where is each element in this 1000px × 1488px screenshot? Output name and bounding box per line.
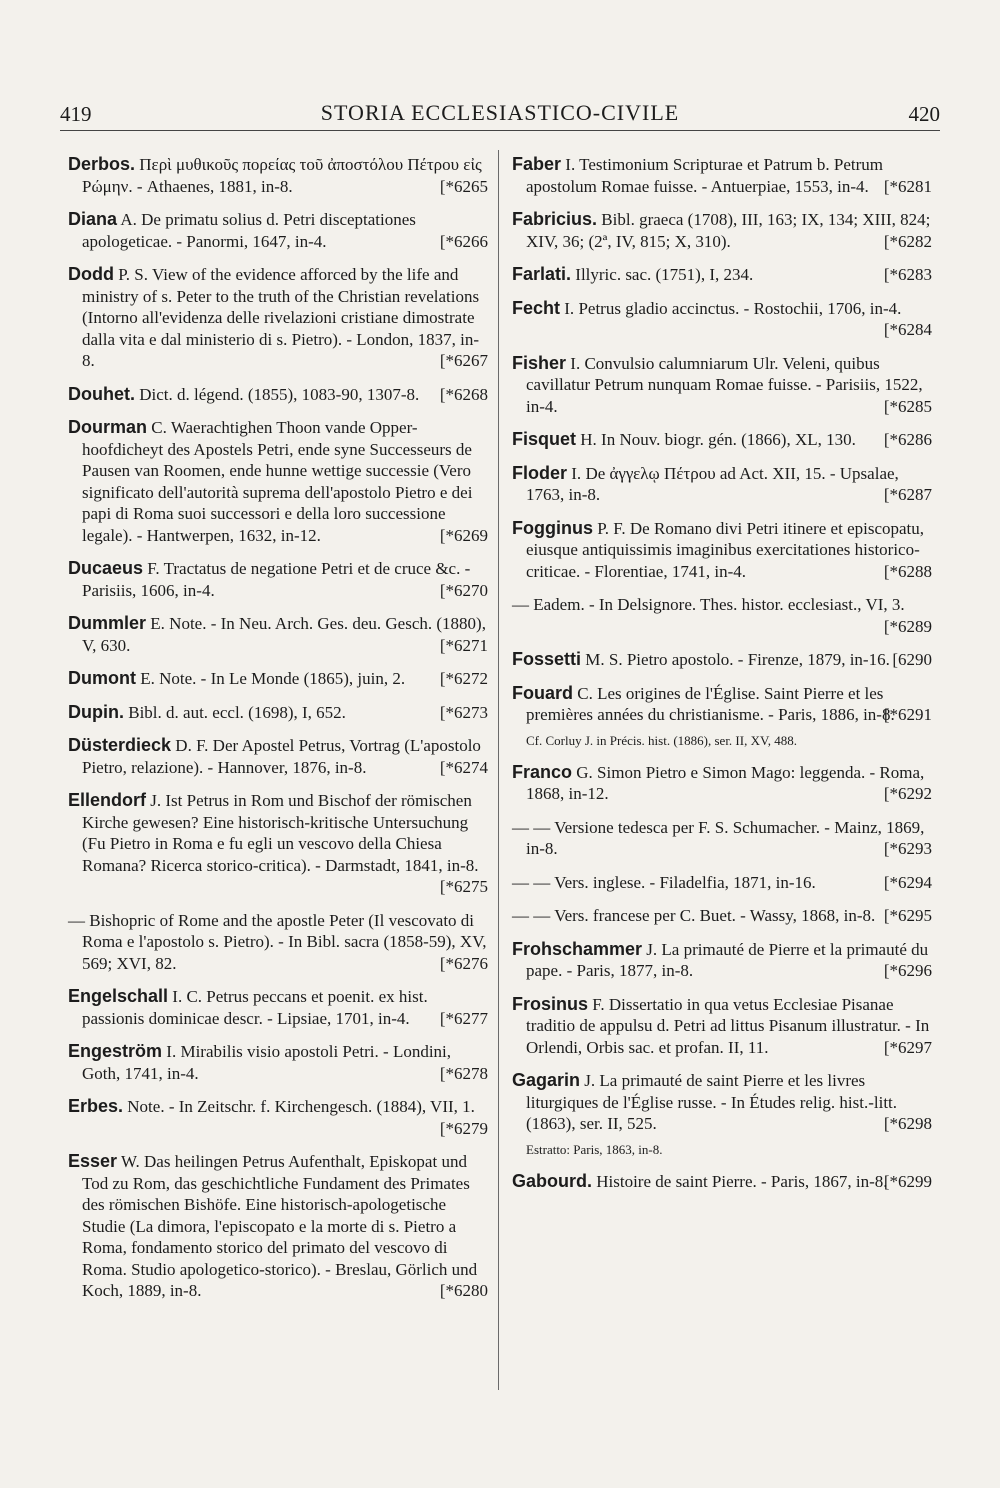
left-column [68, 154, 488, 1314]
entry-reference-number: [*6291 [883, 705, 932, 724]
entry-reference-number: [*6278 [439, 1063, 488, 1083]
entry-reference-number: [*6297 [883, 1037, 932, 1057]
bibliography-entry [512, 872, 932, 894]
page-number-left: 419 [60, 102, 92, 126]
entry-reference-number: [*6281 [883, 176, 932, 196]
entry-reference-number: [*6270 [439, 580, 488, 600]
entry-text: Illyric. sac. (1751), I, 234. [575, 265, 754, 284]
entry-reference-number: [*6279 [439, 1118, 488, 1138]
entry-author: Derbos. [68, 154, 136, 174]
entry-text: Mirabilis visio apostoli Petri. - Londini, Goth, 1741, in-4. [82, 1042, 452, 1083]
entry-initials: J. [584, 1071, 596, 1090]
entry-reference-number: [*6267 [439, 351, 488, 370]
entry-reference-number: [*6292 [883, 784, 932, 803]
bibliography-entry [68, 1041, 488, 1084]
right-column [512, 154, 932, 1204]
bibliography-entry [512, 817, 932, 860]
entry-text: In Nouv. biogr. gén. (1866), XL, 130. [601, 430, 856, 449]
bibliography-entry [68, 1096, 488, 1139]
bibliography-entry [512, 463, 932, 506]
entry-initials: C. [577, 683, 593, 703]
entry-author: Engeström [68, 1041, 163, 1061]
bibliography-entry [512, 1070, 932, 1135]
entry-author: Diana [68, 209, 118, 229]
entry-author: Douhet. [68, 383, 135, 404]
entry-note: Cf. Corluy J. in Précis. hist. (1886), ser. II, XV, 488. [526, 732, 797, 748]
bibliography-entry [68, 558, 488, 601]
entry-text: Note. - In Zeitschr. f. Kirchengesch. (1884), VII, 1. [127, 1097, 475, 1116]
bibliography-entry [512, 209, 932, 252]
entry-text: Dissertatio in qua vetus Ecclesiae Pisanae traditio de appulsu d. Petri ad littus Pisanum illustratur. - In Orlendi, Orbis sac. et profan. II, 11. [526, 994, 930, 1057]
bibliography-entry [512, 154, 932, 197]
bibliography-entry [68, 735, 488, 778]
entry-reference-number: [*6296 [883, 961, 932, 980]
entry-initials: J. [150, 791, 162, 810]
bibliography-entry [68, 613, 488, 656]
entry-reference-number: [*6275 [439, 877, 488, 896]
entry-initials: D. F. [175, 736, 209, 755]
bibliography-entry [68, 910, 488, 975]
entry-initials: I. [564, 298, 575, 318]
entry-text: Note. - In Neu. Arch. Ges. deu. Gesch. (1880), V, 630. [82, 614, 486, 655]
entry-author: Dodd [68, 264, 114, 284]
entry-reference-number: [6290 [892, 650, 932, 669]
entry-text: Note. - In Le Monde (1865), juin, 2. [159, 669, 406, 688]
bibliography-entry [68, 1151, 488, 1302]
entry-text: — Bishopric of Rome and the apostle Peter (Il vescovato di Roma e l'apostolo s. Pietro). - In Bibl. sacra (1858-59), XV, 569; XVI, 82. [68, 910, 487, 973]
entry-text: Der Apostel Petrus, Vortrag (L'apostolo Pietro, relazione). - Hannover, 1876, in-8. [82, 736, 481, 777]
entry-text: De Romano divi Petri itinere et episcopatu, eiusque antiquissimis imaginibus exercitationes historico-criticae. - Florentiae, 1741, in-4. [526, 518, 925, 581]
entry-initials: I. C. [172, 987, 203, 1006]
entry-text: Περὶ μυθικοῦς πορείας τοῦ ἀποστόλου Πέτρου εἰς Ρώμην. - Athaenes, 1881, in-8. [82, 155, 482, 196]
entry-reference-number: [*6298 [883, 1114, 932, 1133]
bibliography-entry [512, 353, 932, 418]
entry-author: Fisquet [512, 429, 577, 449]
entry-author: Dourman [68, 417, 148, 437]
entry-author: Fecht [512, 297, 561, 318]
header-rule [60, 130, 940, 131]
entry-reference-number: [*6266 [439, 231, 488, 251]
entry-author: Engelschall [68, 986, 169, 1006]
entry-initials: H. [580, 430, 597, 449]
bibliography-entry [512, 264, 932, 286]
entry-initials: E. [140, 669, 155, 688]
entry-author: Fouard [512, 682, 573, 703]
entry-author: Floder [512, 462, 568, 483]
entry-reference-number: [*6283 [883, 265, 932, 284]
entry-text: Dict. d. légend. (1855), 1083-90, 1307-8. [139, 384, 420, 404]
entry-initials: P. F. [597, 518, 626, 538]
bibliography-entry [512, 762, 932, 805]
entry-initials: A. [120, 210, 137, 229]
entry-reference-number: [*6274 [439, 757, 488, 777]
entry-initials: I. [565, 155, 576, 174]
entry-initials: J. [646, 939, 658, 959]
entry-text: Bibl. graeca (1708), III, 163; IX, 134; XIII, 824; XIV, 36; (2ª, IV, 815; X, 310). [526, 210, 931, 251]
bibliography-entry [512, 683, 932, 726]
entry-reference-number: [*6272 [439, 669, 488, 688]
bibliography-entry [68, 702, 488, 724]
entry-text: De primatu solius d. Petri disceptationes apologeticae. - Panormi, 1647, in-4. [82, 210, 416, 251]
entry-text: Convulsio calumniarum Ulr. Veleni, quibus cavillatur Petrum nunquam Romae fuisse. - Parisiis, 1522, in-4. [526, 353, 923, 416]
bibliography-entry [68, 790, 488, 898]
entry-text: View of the evidence afforced by the life and ministry of s. Peter to the truth of the Christian revelations (Intorno all'evidenza delle rivelazioni cristiane dimostrate dalla vita e dal ministerio di s. Pietro). - London, 1837, in-8. [82, 265, 480, 370]
entry-author: Dumont [68, 668, 136, 688]
entry-text: — Eadem. - In Delsignore. Thes. histor. ecclesiast., VI, 3. [512, 595, 905, 614]
entry-reference-number: [*6287 [883, 485, 932, 504]
entry-text: — — Versione tedesca per F. S. Schumacher. - Mainz, 1869, in-8. [512, 817, 925, 858]
entry-text: De ἀγγελῳ Πέτρου ad Act. XII, 15. - Upsalae, 1763, in-8. [526, 463, 899, 504]
entry-reference-number: [*6282 [883, 231, 932, 251]
entry-reference-number: [*6276 [439, 953, 488, 973]
entry-text: Bibl. d. aut. eccl. (1698), I, 652. [128, 702, 346, 722]
entry-author: Frosinus [512, 993, 589, 1014]
entry-initials: I. [166, 1042, 177, 1061]
entry-initials: E. [150, 614, 165, 633]
entry-text: Petrus peccans et poenit. ex hist. passionis dominicae descr. - Lipsiae, 1701, in-4. [82, 987, 428, 1028]
bibliography-entry [68, 986, 488, 1029]
entry-text: Ist Petrus in Rom und Bischof der römischen Kirche gewesen? Eine historisch-kritische Untersuchung (Fu Pietro in Roma e fu egli un vescovo della Chiesa Romana? Ricerca storico-critica). - Darmstadt, 1841, in-8. [82, 791, 479, 875]
entry-reference-number: [*6271 [439, 635, 488, 655]
bibliography-entry [512, 594, 932, 637]
entry-author: Gabourd. [512, 1170, 592, 1191]
entry-reference-number: [*6286 [883, 430, 932, 449]
entry-initials: I. [570, 353, 581, 373]
column-divider [498, 150, 499, 1390]
entry-initials: M. [585, 650, 605, 669]
entry-reference-number: [*6288 [883, 561, 932, 581]
entry-author: Dupin. [68, 701, 124, 722]
entry-text: Testimonium Scripturae et Patrum b. Petrum apostolum Romae fuisse. - Antuerpiae, 1553, in-4. [526, 155, 883, 196]
entry-initials: F. [147, 559, 160, 578]
entry-text: Waerachtighen Thoon vande Opper-hoofdicheyt des Apostels Petri, ende syne Successeurs de Pausen van Roomen, ende hunne wettige successie (Vero significato dell'autorità suprema dell'apostolo Pietro e dei papi di Roma suoi successori e della loro successione legale). - Hantwerpen, 1632, in-12. [82, 418, 473, 545]
entry-text: La primauté de Pierre et la primauté du pape. - Paris, 1877, in-8. [526, 939, 929, 980]
bibliography-entry [512, 518, 932, 583]
entry-initials: P. S. [118, 265, 149, 284]
bibliography-entry [68, 209, 488, 252]
entry-text: Das heilingen Petrus Aufenthalt, Episkopat und Tod zu Rom, das geschichtliche Fundament des Primates des römischen Bishöfe. Eine historisch-apologetische Studie (La dimora, l'episcopato e la morte di s. Pietro a Roma, fondamento storico del primato del vescovo di Roma. Studio apologetico-storico). - Breslau, Görlich und Koch, 1889, in-8. [82, 1152, 478, 1300]
entry-reference-number: [*6273 [439, 702, 488, 722]
entry-reference-number: [*6265 [439, 176, 488, 196]
bibliography-entry [512, 905, 932, 927]
entry-initials: F. [592, 994, 605, 1014]
bibliography-entry [512, 429, 932, 451]
entry-note: Estratto: Paris, 1863, in-8. [526, 1141, 663, 1157]
entry-text: — — Vers. inglese. - Filadelfia, 1871, in-16. [512, 872, 816, 892]
entry-text: Histoire de saint Pierre. - Paris, 1867, in-8. [596, 1171, 888, 1191]
entry-reference-number: [*6277 [439, 1008, 488, 1028]
entry-reference-number: [*6285 [883, 396, 932, 416]
entry-author: Ducaeus [68, 558, 144, 578]
bibliography-entry [512, 649, 932, 671]
entry-author: Fossetti [512, 649, 582, 669]
entry-author: Fabricius. [512, 209, 598, 229]
bibliography-entry [512, 994, 932, 1059]
entry-author: Franco [512, 761, 573, 782]
entry-reference-number: [*6299 [883, 1171, 932, 1191]
bibliography-entry [512, 298, 932, 341]
entry-reference-number: [*6293 [883, 839, 932, 858]
entry-text: Les origines de l'Église. Saint Pierre et les premières années du christianisme. - Paris, 1886, in-8. [526, 683, 895, 724]
bibliography-entry [68, 384, 488, 406]
entry-reference-number: [*6269 [439, 525, 488, 545]
entry-initials: W. [121, 1152, 140, 1171]
entry-reference-number: [*6280 [439, 1281, 488, 1300]
entry-text: La primauté de saint Pierre et les livres liturgiques de l'Église russe. - In Études relig. hist.-litt. (1863), ser. II, 525. [526, 1071, 898, 1133]
entry-author: Farlati. [512, 264, 572, 284]
bibliography-entry [512, 1171, 932, 1193]
entry-author: Frohschammer [512, 938, 643, 959]
entry-author: Dummler [68, 613, 147, 633]
entry-text: Simon Pietro e Simon Mago: leggenda. - Roma, 1868, in-12. [526, 762, 925, 803]
entry-text: Petrus gladio accinctus. - Rostochii, 1706, in-4. [578, 298, 902, 318]
entry-reference-number: [*6284 [883, 320, 932, 339]
entry-reference-number: [*6289 [883, 616, 932, 636]
running-title: STORIA ECCLESIASTICO-CIVILE [320, 100, 680, 125]
entry-reference-number: [*6268 [439, 384, 488, 404]
bibliography-entry [512, 939, 932, 982]
entry-reference-number: [*6294 [883, 872, 932, 892]
entry-author: Ellendorf [68, 790, 147, 810]
entry-author: Fogginus [512, 517, 593, 538]
bibliography-entry [68, 668, 488, 690]
entry-author: Düsterdieck [68, 735, 172, 755]
entry-initials: C. [151, 418, 167, 437]
entry-author: Faber [512, 154, 562, 174]
entry-text: Tractatus de negatione Petri et de cruce &c. - Parisiis, 1606, in-4. [82, 559, 471, 600]
bibliography-entry [68, 264, 488, 372]
entry-author: Fisher [512, 352, 567, 373]
entry-author: Gagarin [512, 1070, 581, 1090]
entry-reference-number: [*6295 [883, 906, 932, 925]
entry-text: S. Pietro apostolo. - Firenze, 1879, in-16. [608, 650, 890, 669]
bibliography-entry [68, 154, 488, 197]
entry-author: Erbes. [68, 1096, 124, 1116]
page-number-right: 420 [908, 102, 940, 126]
bibliography-entry [68, 417, 488, 546]
entry-initials: I. [571, 463, 582, 483]
entry-author: Esser [68, 1151, 118, 1171]
entry-initials: G. [576, 762, 593, 782]
entry-text: — — Vers. francese per C. Buet. - Wassy, 1868, in-8. [512, 906, 876, 925]
